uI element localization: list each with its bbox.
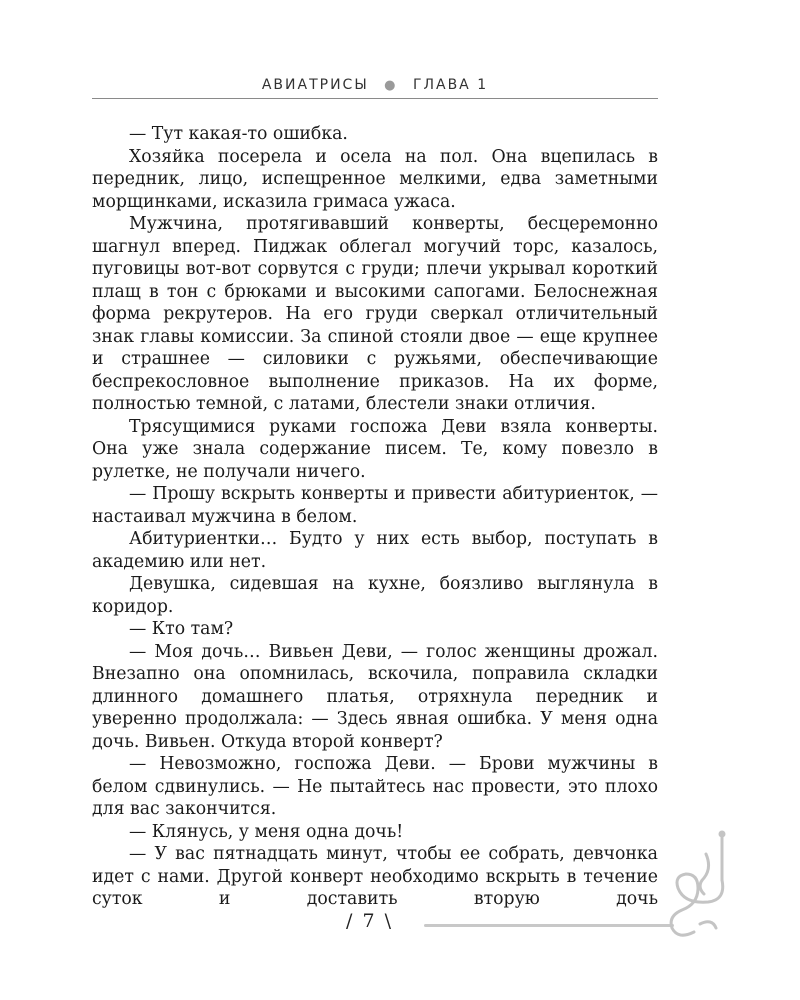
paragraph: — Невозможно, госпожа Деви. — Брови мужчины в белом сдвинулись. — Не пытайтесь нас провести, это плохо для вас закончится.: [92, 754, 658, 819]
paragraph: Хозяйка посерела и осела на пол. Она вцепилась в передник, лицо, испещренное мелкими, едва заметными морщинками, исказила гримаса ужаса.: [92, 146, 658, 212]
page-body: [92, 123, 658, 911]
swirl-ornament-icon: [660, 828, 730, 948]
paragraph: — Тут какая-то ошибка.: [129, 124, 348, 144]
paragraph: Мужчина, протягивавший конверты, бесцеремонно шагнул вперед. Пиджак облегал могучий торс, казалось, пуговицы вот-вот сорвутся с груди; плечи укрывал короткий плащ в тон с брюками и высокими сапогами. Белоснежная форма рекрутеров. На его груди сверкал отличительный знак главы комиссии. За спиной стояли двое — еще крупнее и страшнее — силовики с ружьями, обеспечивающие беспрекословное выполнение приказов. На их форме, полностью темной, с латами, блестели знаки отличия.: [92, 214, 658, 414]
paragraph: — Клянусь, у меня одна дочь!: [129, 821, 404, 842]
page-number: / 7 \: [346, 910, 393, 932]
paragraph: — Кто там?: [129, 619, 234, 639]
header-rule: [92, 98, 658, 99]
paragraph: — Моя дочь… Вивьен Деви, — голос женщины дрожал. Внезапно она опомнилась, вскочила, поправила складки длинного домашнего платья, отряхнула передник и уверенно продолжала: — Здесь явная ошибка. У меня одна дочь. Вивьен. Откуда второй конверт?: [92, 641, 658, 752]
separator-dot-icon: ●: [384, 78, 398, 93]
paragraph: Трясущимися руками госпожа Деви взяла конверты. Она уже знала содержание писем. Те, кому повезло в рулетке, не получали ничего.: [92, 416, 658, 482]
paragraph: — Прошу вскрыть конверты и привести абитуриенток, — настаивал мужчина в белом.: [92, 484, 658, 527]
paragraph: Девушка, сидевшая на кухне, боязливо выглянула в коридор.: [92, 574, 658, 617]
paragraph: — У вас пятнадцать минут, чтобы ее собрать, девчонка идет с нами. Другой конверт необходимо вскрыть в течение суток и доставить вторую дочь: [92, 844, 658, 909]
running-head: [92, 77, 658, 93]
paragraph: Абитуриентки… Будто у них есть выбор, поступать в академию или нет.: [92, 529, 658, 572]
chapter-label: ГЛАВА 1: [412, 77, 489, 93]
book-title: АВИАТРИСЫ: [261, 77, 369, 93]
folio-line: [424, 924, 674, 927]
